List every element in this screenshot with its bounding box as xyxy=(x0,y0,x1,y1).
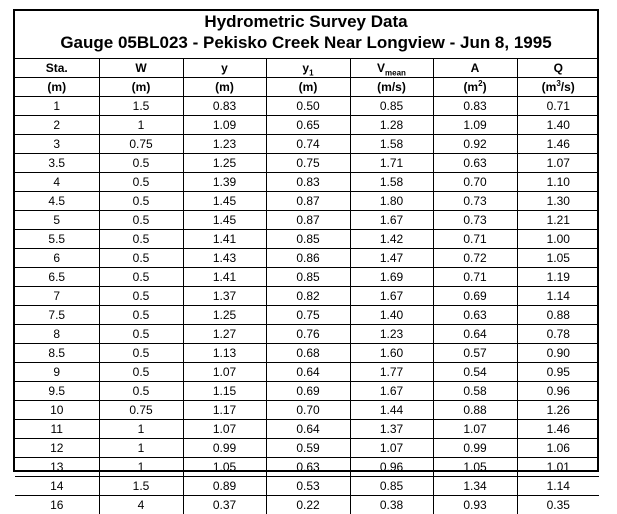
cell-w: 1 xyxy=(99,458,183,477)
cell-y: 1.45 xyxy=(183,192,266,211)
cell-sta: 6.5 xyxy=(15,268,99,287)
cell-q: 1.14 xyxy=(517,287,599,306)
cell-vmean: 0.96 xyxy=(350,458,433,477)
cell-vmean: 1.60 xyxy=(350,344,433,363)
cell-y1: 0.70 xyxy=(266,401,350,420)
cell-y: 1.41 xyxy=(183,230,266,249)
header-row xyxy=(15,59,599,78)
cell-vmean: 0.38 xyxy=(350,496,433,514)
cell-q: 1.05 xyxy=(517,249,599,268)
cell-a: 0.57 xyxy=(433,344,517,363)
table-row xyxy=(15,154,599,173)
cell-vmean: 1.80 xyxy=(350,192,433,211)
cell-y: 1.13 xyxy=(183,344,266,363)
survey-table xyxy=(15,58,599,514)
cell-a: 0.73 xyxy=(433,211,517,230)
unit-q xyxy=(517,78,599,97)
unit-y1: (m) xyxy=(266,78,350,97)
survey-data-sheet xyxy=(13,9,599,472)
cell-w: 4 xyxy=(99,496,183,514)
cell-q: 0.88 xyxy=(517,306,599,325)
cell-y1: 0.87 xyxy=(266,211,350,230)
cell-q: 0.71 xyxy=(517,97,599,116)
cell-a: 0.63 xyxy=(433,154,517,173)
cell-sta: 5 xyxy=(15,211,99,230)
table-row xyxy=(15,401,599,420)
cell-y: 1.41 xyxy=(183,268,266,287)
cell-a: 0.83 xyxy=(433,97,517,116)
cell-a: 0.64 xyxy=(433,325,517,344)
cell-sta: 8 xyxy=(15,325,99,344)
cell-vmean: 1.67 xyxy=(350,211,433,230)
table-row xyxy=(15,363,599,382)
cell-y1: 0.75 xyxy=(266,306,350,325)
cell-vmean: 1.23 xyxy=(350,325,433,344)
cell-vmean: 1.58 xyxy=(350,173,433,192)
y1-base: y xyxy=(302,61,309,75)
table-row xyxy=(15,344,599,363)
table-row xyxy=(15,477,599,496)
cell-a: 0.58 xyxy=(433,382,517,401)
cell-sta: 3 xyxy=(15,135,99,154)
cell-sta: 11 xyxy=(15,420,99,439)
cell-a: 0.63 xyxy=(433,306,517,325)
table-row xyxy=(15,306,599,325)
table-row xyxy=(15,192,599,211)
cell-sta: 7 xyxy=(15,287,99,306)
cell-q: 1.19 xyxy=(517,268,599,287)
table-row xyxy=(15,325,599,344)
table-row xyxy=(15,97,599,116)
col-header-y: y xyxy=(183,59,266,78)
cell-a: 0.92 xyxy=(433,135,517,154)
cell-y: 0.89 xyxy=(183,477,266,496)
cell-y: 1.43 xyxy=(183,249,266,268)
cell-y: 1.17 xyxy=(183,401,266,420)
table-row xyxy=(15,439,599,458)
cell-y: 1.15 xyxy=(183,382,266,401)
cell-q: 1.07 xyxy=(517,154,599,173)
page-subtitle: Gauge 05BL023 - Pekisko Creek Near Longview - Jun 8, 1995 xyxy=(15,33,597,58)
cell-q: 1.30 xyxy=(517,192,599,211)
cell-w: 0.5 xyxy=(99,211,183,230)
page-title: Hydrometric Survey Data xyxy=(15,11,597,33)
cell-q: 1.06 xyxy=(517,439,599,458)
cell-vmean: 1.69 xyxy=(350,268,433,287)
cell-vmean: 1.40 xyxy=(350,306,433,325)
y1-subscript: 1 xyxy=(309,68,313,77)
cell-y: 1.39 xyxy=(183,173,266,192)
vmean-subscript: mean xyxy=(385,68,406,77)
cell-a: 0.54 xyxy=(433,363,517,382)
cell-w: 0.5 xyxy=(99,230,183,249)
cell-a: 0.93 xyxy=(433,496,517,514)
cell-y1: 0.85 xyxy=(266,268,350,287)
cell-w: 0.75 xyxy=(99,401,183,420)
cell-sta: 8.5 xyxy=(15,344,99,363)
cell-vmean: 1.67 xyxy=(350,287,433,306)
cell-y1: 0.86 xyxy=(266,249,350,268)
cell-vmean: 1.77 xyxy=(350,363,433,382)
cell-q: 1.26 xyxy=(517,401,599,420)
cell-y: 1.07 xyxy=(183,363,266,382)
cell-y1: 0.76 xyxy=(266,325,350,344)
vmean-base: V xyxy=(377,61,385,75)
cell-w: 1.5 xyxy=(99,477,183,496)
cell-w: 0.5 xyxy=(99,192,183,211)
cell-a: 0.71 xyxy=(433,268,517,287)
cell-q: 1.46 xyxy=(517,135,599,154)
cell-q: 1.01 xyxy=(517,458,599,477)
cell-sta: 10 xyxy=(15,401,99,420)
cell-w: 0.5 xyxy=(99,306,183,325)
unit-a xyxy=(433,78,517,97)
table-row xyxy=(15,116,599,135)
cell-w: 0.5 xyxy=(99,154,183,173)
table-row xyxy=(15,211,599,230)
cell-vmean: 1.67 xyxy=(350,382,433,401)
cell-sta: 4 xyxy=(15,173,99,192)
cell-q: 0.90 xyxy=(517,344,599,363)
cell-w: 1 xyxy=(99,420,183,439)
table-row xyxy=(15,249,599,268)
cell-y1: 0.64 xyxy=(266,420,350,439)
cell-w: 1.5 xyxy=(99,97,183,116)
cell-y1: 0.65 xyxy=(266,116,350,135)
cell-w: 0.5 xyxy=(99,268,183,287)
cell-sta: 5.5 xyxy=(15,230,99,249)
cell-sta: 3.5 xyxy=(15,154,99,173)
table-row xyxy=(15,230,599,249)
cell-y: 0.83 xyxy=(183,97,266,116)
cell-w: 1 xyxy=(99,439,183,458)
cell-y: 1.25 xyxy=(183,154,266,173)
col-header-y1 xyxy=(266,59,350,78)
cell-y1: 0.74 xyxy=(266,135,350,154)
cell-q: 1.46 xyxy=(517,420,599,439)
unit-q-pre: (m xyxy=(542,80,557,94)
cell-sta: 13 xyxy=(15,458,99,477)
col-header-vmean xyxy=(350,59,433,78)
cell-sta: 6 xyxy=(15,249,99,268)
cell-sta: 9.5 xyxy=(15,382,99,401)
unit-a-post: ) xyxy=(483,80,487,94)
cell-y: 1.07 xyxy=(183,420,266,439)
cell-w: 0.5 xyxy=(99,173,183,192)
cell-a: 0.70 xyxy=(433,173,517,192)
cell-a: 0.99 xyxy=(433,439,517,458)
unit-y: (m) xyxy=(183,78,266,97)
cell-q: 0.78 xyxy=(517,325,599,344)
cell-w: 0.5 xyxy=(99,287,183,306)
cell-w: 0.75 xyxy=(99,135,183,154)
cell-sta: 2 xyxy=(15,116,99,135)
cell-a: 0.73 xyxy=(433,192,517,211)
cell-y: 1.05 xyxy=(183,458,266,477)
unit-vmean: (m/s) xyxy=(350,78,433,97)
cell-y1: 0.64 xyxy=(266,363,350,382)
cell-y1: 0.87 xyxy=(266,192,350,211)
unit-w: (m) xyxy=(99,78,183,97)
col-header-q: Q xyxy=(517,59,599,78)
cell-vmean: 0.85 xyxy=(350,97,433,116)
cell-w: 0.5 xyxy=(99,249,183,268)
cell-y1: 0.63 xyxy=(266,458,350,477)
cell-y1: 0.75 xyxy=(266,154,350,173)
col-header-sta: Sta. xyxy=(15,59,99,78)
cell-y: 0.99 xyxy=(183,439,266,458)
cell-q: 0.35 xyxy=(517,496,599,514)
cell-w: 0.5 xyxy=(99,382,183,401)
cell-y1: 0.83 xyxy=(266,173,350,192)
cell-vmean: 1.07 xyxy=(350,439,433,458)
cell-vmean: 1.47 xyxy=(350,249,433,268)
cell-y1: 0.85 xyxy=(266,230,350,249)
cell-sta: 14 xyxy=(15,477,99,496)
cell-a: 0.69 xyxy=(433,287,517,306)
unit-a-sup: 2 xyxy=(478,79,482,88)
cell-vmean: 1.42 xyxy=(350,230,433,249)
cell-a: 0.88 xyxy=(433,401,517,420)
table-row xyxy=(15,496,599,514)
cell-q: 1.40 xyxy=(517,116,599,135)
unit-sta: (m) xyxy=(15,78,99,97)
cell-q: 0.96 xyxy=(517,382,599,401)
cell-y1: 0.68 xyxy=(266,344,350,363)
cell-y: 1.25 xyxy=(183,306,266,325)
cell-sta: 4.5 xyxy=(15,192,99,211)
table-row xyxy=(15,173,599,192)
cell-sta: 1 xyxy=(15,97,99,116)
table-row xyxy=(15,135,599,154)
cell-w: 0.5 xyxy=(99,325,183,344)
cell-y: 1.09 xyxy=(183,116,266,135)
cell-vmean: 1.37 xyxy=(350,420,433,439)
cell-sta: 16 xyxy=(15,496,99,514)
unit-q-post: /s) xyxy=(561,80,575,94)
cell-vmean: 1.28 xyxy=(350,116,433,135)
cell-a: 0.72 xyxy=(433,249,517,268)
table-row xyxy=(15,382,599,401)
cell-q: 1.14 xyxy=(517,477,599,496)
cell-vmean: 1.71 xyxy=(350,154,433,173)
table-row xyxy=(15,268,599,287)
cell-y: 1.37 xyxy=(183,287,266,306)
col-header-w: W xyxy=(99,59,183,78)
cell-q: 0.95 xyxy=(517,363,599,382)
cell-q: 1.10 xyxy=(517,173,599,192)
table-row xyxy=(15,420,599,439)
cell-y1: 0.59 xyxy=(266,439,350,458)
unit-q-sup: 3 xyxy=(556,79,560,88)
cell-y1: 0.82 xyxy=(266,287,350,306)
cell-w: 0.5 xyxy=(99,344,183,363)
cell-vmean: 0.85 xyxy=(350,477,433,496)
cell-sta: 12 xyxy=(15,439,99,458)
cell-a: 1.05 xyxy=(433,458,517,477)
cell-y: 1.45 xyxy=(183,211,266,230)
cell-w: 0.5 xyxy=(99,363,183,382)
cell-y: 1.27 xyxy=(183,325,266,344)
units-row xyxy=(15,78,599,97)
cell-a: 0.71 xyxy=(433,230,517,249)
cell-q: 1.21 xyxy=(517,211,599,230)
table-row xyxy=(15,458,599,477)
cell-y: 1.23 xyxy=(183,135,266,154)
cell-sta: 9 xyxy=(15,363,99,382)
cell-y: 0.37 xyxy=(183,496,266,514)
cell-a: 1.34 xyxy=(433,477,517,496)
cell-vmean: 1.44 xyxy=(350,401,433,420)
cell-y1: 0.50 xyxy=(266,97,350,116)
cell-w: 1 xyxy=(99,116,183,135)
cell-q: 1.00 xyxy=(517,230,599,249)
cell-y1: 0.53 xyxy=(266,477,350,496)
cell-a: 1.07 xyxy=(433,420,517,439)
cell-vmean: 1.58 xyxy=(350,135,433,154)
cell-y1: 0.69 xyxy=(266,382,350,401)
table-row xyxy=(15,287,599,306)
cell-sta: 7.5 xyxy=(15,306,99,325)
col-header-a: A xyxy=(433,59,517,78)
cell-y1: 0.22 xyxy=(266,496,350,514)
cell-a: 1.09 xyxy=(433,116,517,135)
unit-a-pre: (m xyxy=(463,80,478,94)
